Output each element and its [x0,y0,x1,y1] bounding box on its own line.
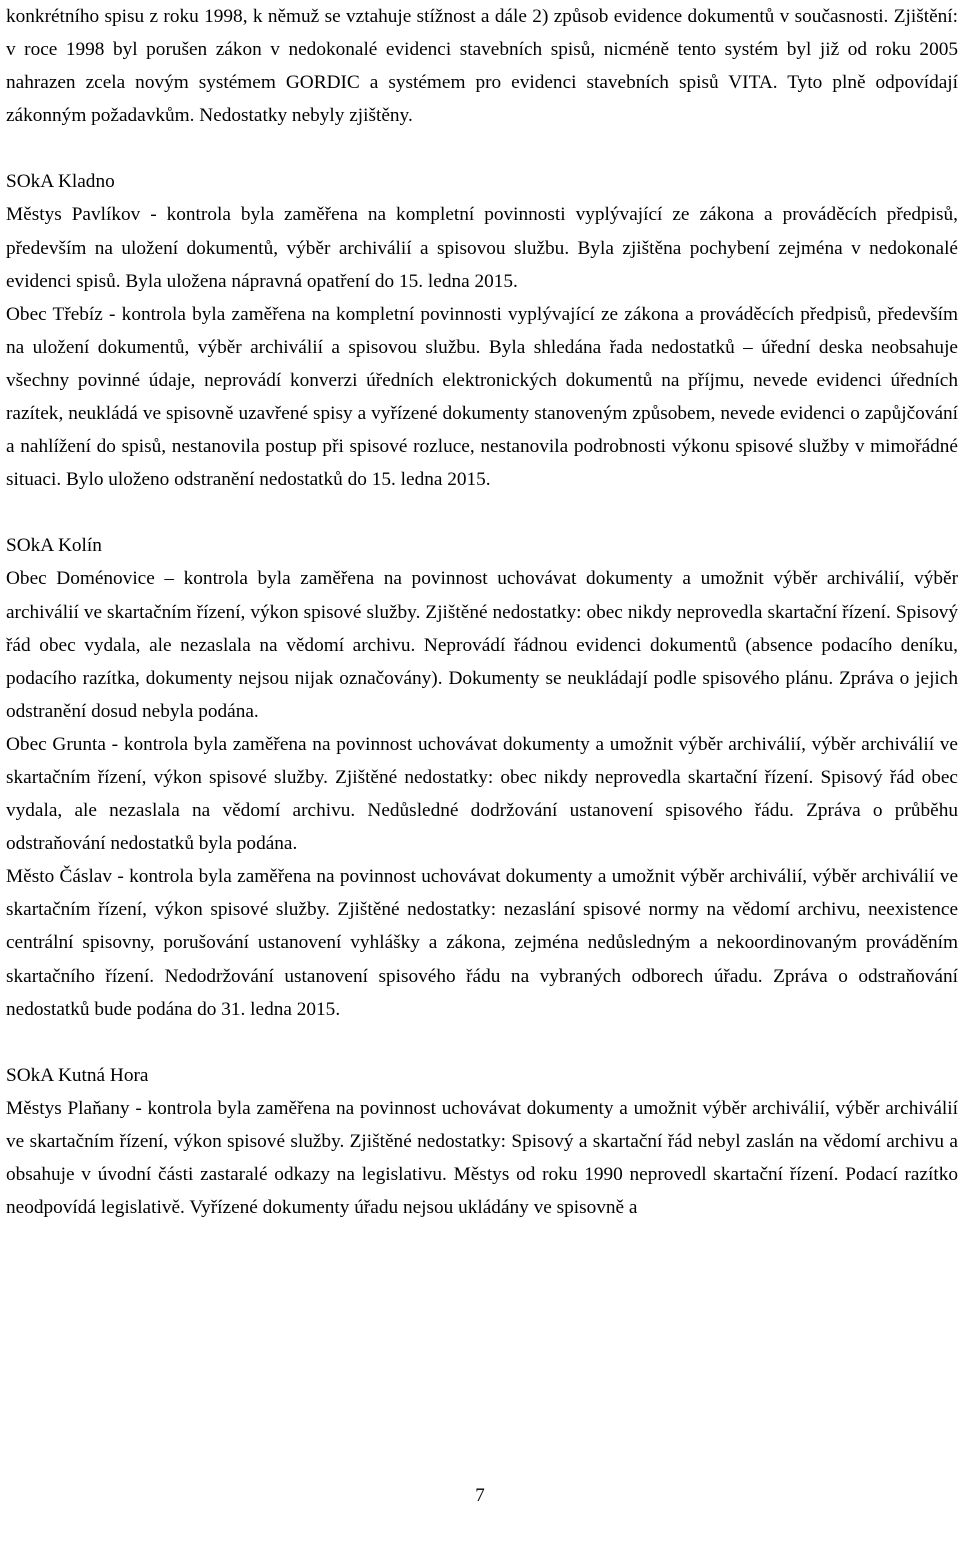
section-spacer [6,132,958,165]
report-paragraph: Obec Doménovice – kontrola byla zaměřena na povinnost uchovávat dokumenty a umožnit výběr archiválií, výběr archiválií ve skartačním řízení, výkon spisové služby. Zjištěné nedostatky: obec nikdy neprovedla skartační řízení. Spisový řád obec vydala, ale nezaslala na vědomí archivu. Neprovádí řádnou evidenci dokumentů (absence podacího deníku, podacího razítka, dokumenty nejsou nijak označovány). Dokumenty se neukládají podle spisového plánu. Zpráva o jejich odstranění dosud nebyla podána. [6,568,958,722]
section-spacer [6,496,958,529]
report-paragraph: Městys Pavlíkov - kontrola byla zaměřena na kompletní povinnosti vyplývající ze zákona a prováděcích předpisů, především na uložení dokumentů, výběr archiválií a spisovou službu. Byla zjištěna pochybení zejména v nedokonalé evidenci spisů. Byla uložena nápravná opatření do 15. ledna 2015. [6,204,958,292]
report-paragraph: Obec Grunta - kontrola byla zaměřena na povinnost uchovávat dokumenty a umožnit výběr archiválií, výběr archiválií ve skartačním řízení, výkon spisové služby. Zjištěné nedostatky: obec nikdy neprovedla skartační řízení. Spisový řád obec vydala, ale nezaslala na vědomí archivu. Nedůsledné dodržování ustanovení spisového řádu. Zpráva o průběhu odstraňování nedostatků byla podána. [6,733,958,855]
page-number: 7 [475,1485,485,1506]
report-paragraph: Městys Plaňany - kontrola byla zaměřena na povinnost uchovávat dokumenty a umožnit výběr archiválií, výběr archiválií ve skartačním řízení, výkon spisové služby. Zjištěné nedostatky: Spisový a skartační řád nebyl zaslán na vědomí archivu a obsahuje v úvodní části zastaralé odkazy na legislativu. Městys od roku 1990 neprovedl skartační řízení. Podací razítko neodpovídá legislativě. Vyřízené dokumenty úřadu nejsou ukládány ve spisovně a [6,1097,958,1219]
document-page [6,0,958,1224]
section-soka-kolin [6,529,958,1025]
section-heading: SOkA Kolín [6,535,102,557]
section-soka-kladno [6,165,958,496]
section-spacer [6,1026,958,1059]
section-heading: SOkA Kutná Hora [6,1064,149,1086]
report-paragraph: Město Čáslav - kontrola byla zaměřena na povinnost uchovávat dokumenty a umožnit výběr archiválií, výběr archiválií ve skartačním řízení, výkon spisové služby. Zjištěné nedostatky: nezaslání spisové normy na vědomí archivu, neexistence centrální spisovny, porušování ustanovení vyhlášky a zákona, zejména nedůsledným a nekoordinovaným prováděním skartačního řízení. Nedodržování ustanovení spisového řádu na vybraných odborech úřadu. Zpráva o odstraňování nedostatků bude podána do 31. ledna 2015. [6,866,958,1020]
report-paragraph: Obec Třebíz - kontrola byla zaměřena na kompletní povinnosti vyplývající ze zákona a prováděcích předpisů, především na uložení dokumentů, výběr archiválií a spisovou službu. Byla shledána řada nedostatků – úřední deska neobsahuje všechny povinné údaje, neprovádí konverzi úředních elektronických dokumentů na příjmu, nevede evidenci úředních razítek, neukládá ve spisovně uzavřené spisy a vyřízené dokumenty stanoveným způsobem, nevede evidenci o zapůjčování a nahlížení do spisů, nestanovila postup při spisové rozluce, nestanovila podrobnosti výkonu spisové služby v mimořádné situaci. Bylo uloženo odstranění nedostatků do 15. ledna 2015. [6,303,958,491]
section-heading: SOkA Kladno [6,171,115,193]
section-soka-kutna-hora [6,1059,958,1224]
intro-paragraph: konkrétního spisu z roku 1998, k němuž se vztahuje stížnost a dále 2) způsob evidence dokumentů v současnosti. Zjištění: v roce 1998 byl porušen zákon v nedokonalé evidenci stavebních spisů, nicméně tento systém byl již od roku 2005 nahrazen zcela novým systémem GORDIC a systémem pro evidenci stavebních spisů VITA. Tyto plně odpovídají zákonným požadavkům. Nedostatky nebyly zjištěny. [6,6,958,127]
